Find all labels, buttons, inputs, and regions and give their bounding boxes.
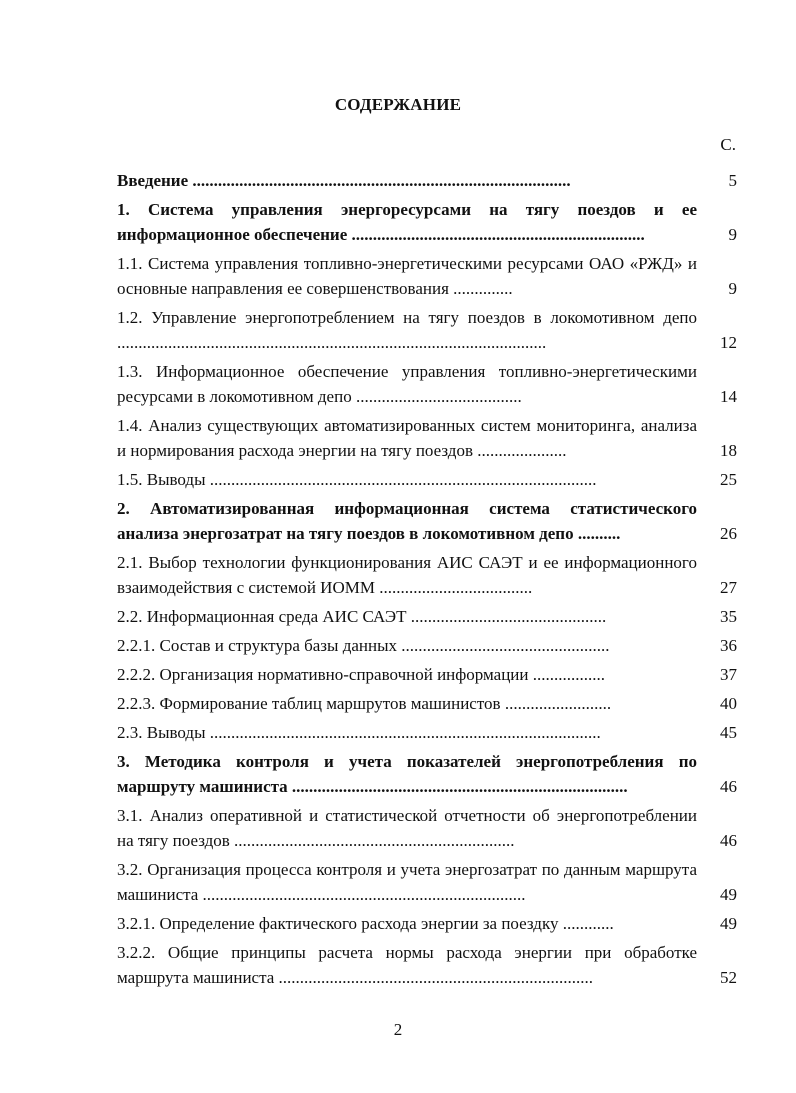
toc-entry-page: 40 <box>720 694 737 713</box>
toc-entry-page: 14 <box>720 387 737 406</box>
toc-entry-title: Введение ......................................................................................... <box>117 171 571 190</box>
toc-entry[interactable] <box>117 550 737 600</box>
toc-entry-page: 9 <box>728 225 737 244</box>
toc-entry-title: 2.1. Выбор технологии функционирования АИС САЭТ и ее информационного взаимодействия с системой ИОММ .................................... <box>117 553 697 597</box>
toc-entry-page: 45 <box>720 723 737 742</box>
toc-entry-page: 18 <box>720 441 737 460</box>
toc-entry[interactable] <box>117 662 737 687</box>
toc-entry-title: 3.2. Организация процесса контроля и учета энергозатрат по данным маршрута машиниста ............................................................................ <box>117 860 697 904</box>
toc-entry[interactable] <box>117 940 737 990</box>
toc-entry-page: 46 <box>720 777 737 796</box>
toc-entry[interactable] <box>117 197 737 247</box>
toc-entry-page: 46 <box>720 831 737 850</box>
toc-entry[interactable] <box>117 911 737 936</box>
page-number: 2 <box>393 1020 403 1039</box>
toc-entry-page: 12 <box>720 333 737 352</box>
toc-entry-title: 1. Система управления энергоресурсами на тягу поездов и ее информационное обеспечение ..................................................................... <box>117 200 697 244</box>
toc-entry-title: 2.2.1. Состав и структура базы данных ................................................. <box>117 636 610 655</box>
toc-entry[interactable] <box>117 251 737 301</box>
toc-entry[interactable] <box>117 467 737 492</box>
toc-entry-title: 1.4. Анализ существующих автоматизированных систем мониторинга, анализа и нормирования расхода энергии на тягу поездов ..................... <box>117 416 697 460</box>
toc-entry-page: 26 <box>720 524 737 543</box>
table-of-contents <box>117 168 737 994</box>
toc-entry-page: 49 <box>720 885 737 904</box>
toc-entry-title: 3.2.2. Общие принципы расчета нормы расхода энергии при обработке маршрута машиниста .......................................................................... <box>117 943 697 987</box>
toc-entry-page: 52 <box>720 968 737 987</box>
toc-entry-title: 2.3. Выводы ............................................................................................ <box>117 723 601 742</box>
toc-entry[interactable] <box>117 168 737 193</box>
toc-entry-page: 25 <box>720 470 737 489</box>
toc-entry[interactable] <box>117 604 737 629</box>
toc-entry-title: 2.2. Информационная среда АИС САЭТ .............................................. <box>117 607 607 626</box>
toc-entry[interactable] <box>117 633 737 658</box>
toc-entry-title: 2. Автоматизированная информационная система статистического анализа энергозатрат на тягу поездов в локомотивном депо .......... <box>117 499 697 543</box>
toc-entry[interactable] <box>117 413 737 463</box>
toc-entry-title: 1.3. Информационное обеспечение управления топливно-энергетическими ресурсами в локомотивном депо ....................................... <box>117 362 697 406</box>
toc-entry[interactable] <box>117 359 737 409</box>
toc-entry[interactable] <box>117 857 737 907</box>
toc-entry[interactable] <box>117 691 737 716</box>
toc-entry-page: 49 <box>720 914 737 933</box>
toc-entry[interactable] <box>117 803 737 853</box>
toc-entry-page: 37 <box>720 665 737 684</box>
toc-entry-page: 27 <box>720 578 737 597</box>
toc-entry[interactable] <box>117 720 737 745</box>
toc-entry-title: 2.2.3. Формирование таблиц маршрутов машинистов ......................... <box>117 694 612 713</box>
toc-entry[interactable] <box>117 305 737 355</box>
toc-entry-title: 3.2.1. Определение фактического расхода энергии за поездку ............ <box>117 914 614 933</box>
toc-entry-title: 1.1. Система управления топливно-энергетическими ресурсами ОАО «РЖД» и основные направления ее совершенствования .............. <box>117 254 697 298</box>
toc-entry-title: 1.5. Выводы ........................................................................................... <box>117 470 597 489</box>
toc-entry-title: 3.1. Анализ оперативной и статистической отчетности об энергопотреблении на тягу поездов .................................................................. <box>117 806 697 850</box>
toc-entry-title: 1.2. Управление энергопотреблением на тягу поездов в локомотивном депо ..................................................................................................... <box>117 308 697 352</box>
toc-entry-title: 3. Методика контроля и учета показателей энергопотребления по маршруту машиниста ............................................................................... <box>117 752 697 796</box>
toc-entry[interactable] <box>117 749 737 799</box>
page-column-label: С. <box>720 135 736 154</box>
page-title: СОДЕРЖАНИЕ <box>334 95 462 114</box>
toc-entry[interactable] <box>117 496 737 546</box>
toc-entry-page: 36 <box>720 636 737 655</box>
toc-entry-page: 5 <box>728 171 737 190</box>
toc-entry-page: 9 <box>728 279 737 298</box>
toc-entry-title: 2.2.2. Организация нормативно-справочной информации ................. <box>117 665 606 684</box>
toc-entry-page: 35 <box>720 607 737 626</box>
